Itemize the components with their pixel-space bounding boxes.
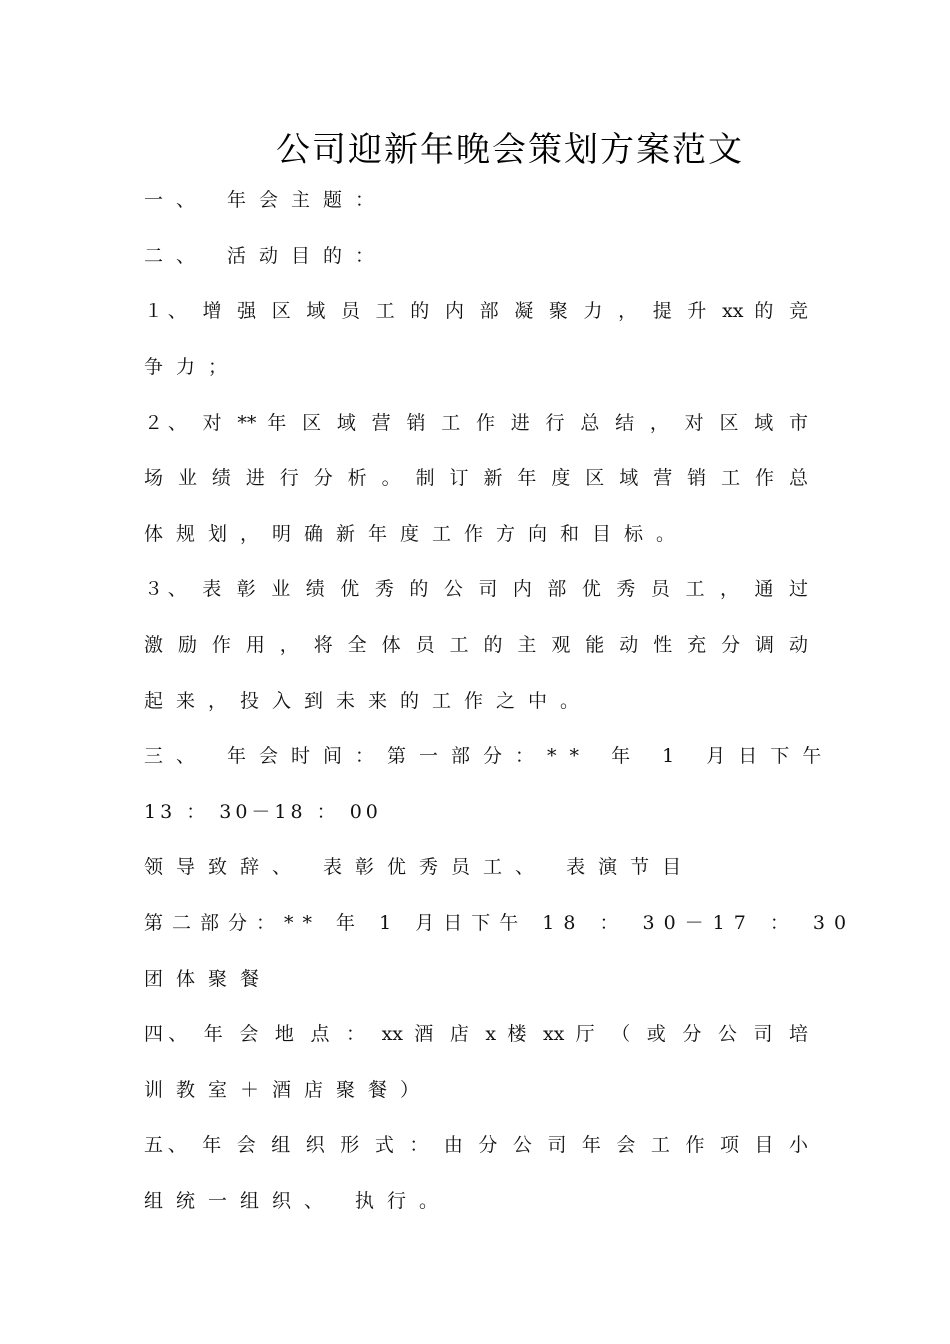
document-title: 公司迎新年晚会策划方案范文	[276, 130, 744, 170]
text-line: 三、 年会时间：第一部分：** 年 1 月日下午	[144, 745, 835, 767]
text-line: 训教室＋酒店聚餐）	[144, 1079, 433, 1101]
text-line: 团体聚餐	[144, 968, 273, 990]
text-line: 四、 年 会 地 点 ： xx 酒 店 x 楼 xx 厅 （ 或 分 公 司 培	[144, 1023, 808, 1045]
text-line: 领导致辞、 表彰优秀员工、 表演节目	[144, 856, 695, 878]
text-line: 场 业 绩 进 行 分 析 。 制 订 新 年 度 区 域 营 销 工 作 总	[144, 467, 808, 489]
text-line: １、 增 强 区 域 员 工 的 内 部 凝 聚 力 ， 提 升 xx 的 竞	[144, 300, 808, 322]
text-line: 起来，投入到未来的工作之中。	[144, 690, 593, 712]
text-line: 13 ： 30－18 ： 00	[144, 801, 382, 823]
text-line: ２、 对 ** 年 区 域 营 销 工 作 进 行 总 结 ， 对 区 域 市	[144, 412, 808, 434]
text-line: 激 励 作 用 ， 将 全 体 员 工 的 主 观 能 动 性 充 分 调 动	[144, 634, 808, 656]
text-line: 第二部分：** 年 1 月日下午 18 ： 30－17 ： 30	[144, 912, 856, 934]
text-line: ３、 表 彰 业 绩 优 秀 的 公 司 内 部 优 秀 员 工 ， 通 过	[144, 578, 808, 600]
text-line: 二、 活动目的：	[144, 245, 388, 267]
text-line: 五、 年 会 组 织 形 式 ： 由 分 公 司 年 会 工 作 项 目 小	[144, 1134, 808, 1156]
text-line: 争力；	[144, 356, 241, 378]
text-line: 一、 年会主题：	[144, 189, 388, 211]
text-line: 体规划，明确新年度工作方向和目标。	[144, 523, 689, 545]
text-line: 组统一组织、 执行。	[144, 1190, 452, 1212]
